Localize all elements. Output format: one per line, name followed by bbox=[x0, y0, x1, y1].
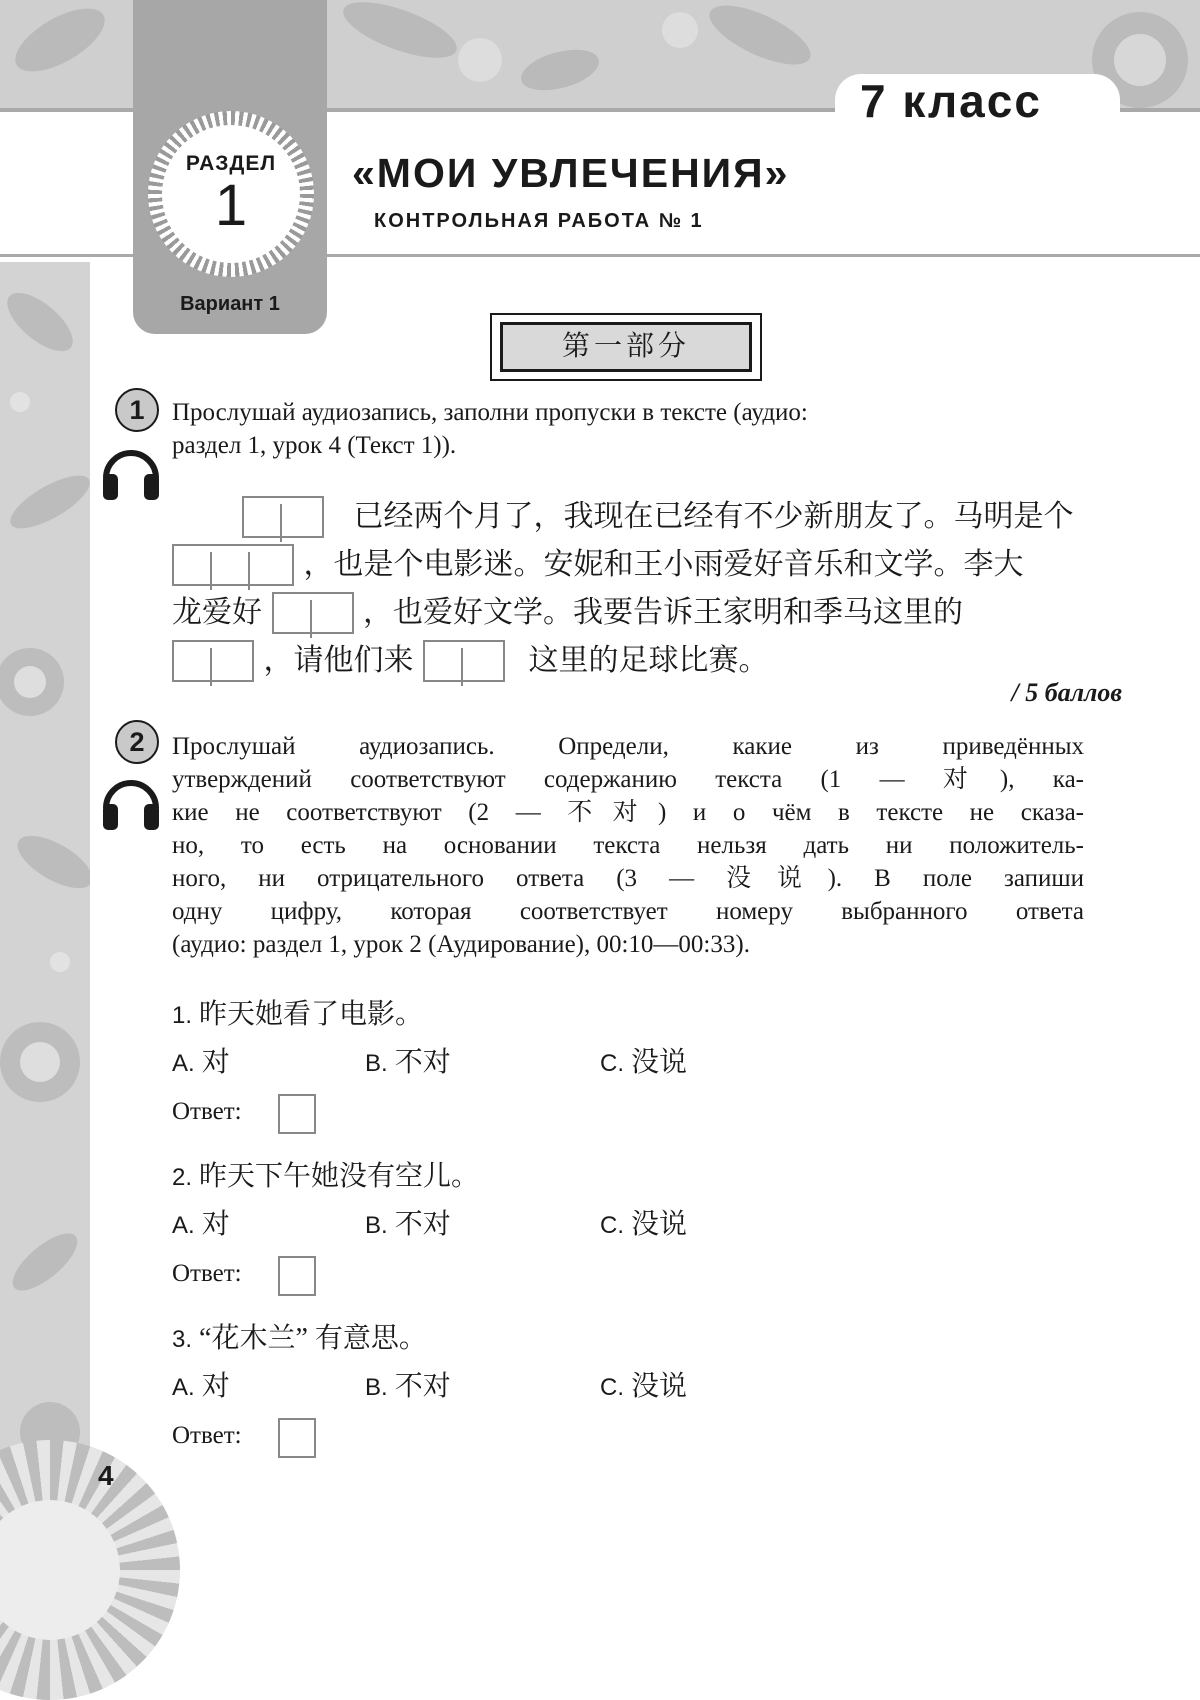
instruction-line: Прослушай аудиозапись. Определи, какие из приведённых bbox=[172, 733, 1084, 760]
task-1-text-line1 bbox=[240, 492, 1074, 538]
option-a[interactable] bbox=[172, 1202, 230, 1242]
answer-box-1[interactable] bbox=[278, 1094, 316, 1134]
task-2-instruction bbox=[172, 730, 1084, 961]
grade-label: 7 класс bbox=[860, 75, 1042, 127]
variant-label: Вариант 1 bbox=[180, 293, 280, 315]
answer-label: Ответ: bbox=[172, 1422, 242, 1449]
task-1-text-line4 bbox=[172, 636, 769, 682]
option-letter: C. bbox=[600, 1050, 624, 1077]
page-number: 4 bbox=[98, 1460, 114, 1491]
option-text: 不对 bbox=[394, 1209, 451, 1240]
question-1 bbox=[172, 992, 423, 1032]
option-text: 不对 bbox=[394, 1371, 451, 1402]
question-number: 3. bbox=[172, 1326, 193, 1353]
page-subtitle: КОНТРОЛЬНАЯ РАБОТА № 1 bbox=[374, 210, 704, 232]
task-2-number: 2 bbox=[115, 720, 159, 764]
page-title: «МОИ УВЛЕЧЕНИЯ» bbox=[352, 150, 790, 196]
option-letter: C. bbox=[600, 1374, 624, 1401]
section-label: РАЗДЕЛ bbox=[185, 152, 277, 175]
option-letter: A. bbox=[172, 1374, 195, 1401]
question-number: 1. bbox=[172, 1002, 193, 1029]
instruction-line: одну цифру, которая соответствует номеру выбранного ответа bbox=[172, 898, 1084, 925]
text-segment: ，也爱好文学。我要告诉王家明和季马这里的 bbox=[363, 596, 963, 630]
blank-4[interactable] bbox=[172, 640, 254, 682]
option-a[interactable] bbox=[172, 1040, 230, 1080]
answer-box-2[interactable] bbox=[278, 1256, 316, 1296]
instruction-line: кие не соответствуют (2 — 不对) и о чём в тексте не сказа- bbox=[172, 799, 1084, 826]
option-letter: A. bbox=[172, 1050, 195, 1077]
question-text: 昨天下午她没有空儿。 bbox=[199, 1161, 480, 1192]
instruction-line: (аудио: раздел 1, урок 2 (Аудирование), 00:10—00:33). bbox=[172, 931, 750, 958]
part-heading: 第一部分 bbox=[500, 322, 752, 372]
option-b[interactable] bbox=[365, 1040, 451, 1080]
task-1-text-line3 bbox=[172, 588, 963, 634]
text-segment: ，请他们来 bbox=[263, 644, 414, 678]
option-letter: B. bbox=[365, 1212, 388, 1239]
question-3 bbox=[172, 1316, 427, 1356]
task-1-text-line2 bbox=[172, 540, 1024, 586]
option-text: 没说 bbox=[631, 1047, 688, 1078]
option-text: 对 bbox=[201, 1209, 230, 1240]
option-text: 不对 bbox=[394, 1047, 451, 1078]
answer-label: Ответ: bbox=[172, 1260, 242, 1287]
task-1-instruction-line2: раздел 1, урок 4 (Текст 1)). bbox=[172, 432, 457, 459]
blank-3[interactable] bbox=[272, 592, 354, 634]
section-number: 1 bbox=[214, 173, 248, 238]
option-letter: C. bbox=[600, 1212, 624, 1239]
option-text: 没说 bbox=[631, 1371, 688, 1402]
text-segment: ，也是个电影迷。安妮和王小雨爱好音乐和文学。李大 bbox=[303, 548, 1024, 582]
option-a[interactable] bbox=[172, 1364, 230, 1404]
left-decorative-band bbox=[0, 262, 90, 1604]
blank-1[interactable] bbox=[242, 496, 324, 538]
text-segment: 这里的足球比赛。 bbox=[528, 644, 769, 678]
answer-label: Ответ: bbox=[172, 1098, 242, 1125]
text-segment: 龙爱好 bbox=[172, 596, 262, 630]
option-text: 对 bbox=[201, 1047, 230, 1078]
floral-pattern-left bbox=[0, 262, 90, 1604]
score-label: / 5 баллов bbox=[1011, 678, 1122, 707]
instruction-line: утверждений соответствуют содержанию текста (1 — 对), ка- bbox=[172, 766, 1084, 793]
question-text: “花木兰” 有意思。 bbox=[199, 1323, 427, 1354]
headphones-icon bbox=[100, 774, 162, 837]
option-c[interactable] bbox=[600, 1202, 687, 1242]
option-text: 没说 bbox=[631, 1209, 688, 1240]
text-segment: 已经两个月了，我现在已经有不少新朋友了。马明是个 bbox=[353, 500, 1074, 534]
option-c[interactable] bbox=[600, 1040, 687, 1080]
headphones-icon bbox=[100, 444, 162, 507]
instruction-line: но, то есть на основании текста нельзя дать ни положитель- bbox=[172, 832, 1084, 859]
option-text: 对 bbox=[201, 1371, 230, 1402]
option-b[interactable] bbox=[365, 1364, 451, 1404]
task-1-number: 1 bbox=[115, 388, 159, 432]
task-1-instruction-line1: Прослушай аудиозапись, заполни пропуски в тексте (аудио: bbox=[172, 399, 808, 426]
option-letter: B. bbox=[365, 1374, 388, 1401]
answer-box-3[interactable] bbox=[278, 1418, 316, 1458]
option-letter: B. bbox=[365, 1050, 388, 1077]
option-b[interactable] bbox=[365, 1202, 451, 1242]
question-2 bbox=[172, 1154, 479, 1194]
option-letter: A. bbox=[172, 1212, 195, 1239]
blank-2[interactable] bbox=[172, 544, 294, 586]
instruction-line: ного, ни отрицательного ответа (3 — 没说). В поле запиши bbox=[172, 865, 1084, 892]
question-text: 昨天她看了电影。 bbox=[199, 999, 424, 1030]
question-number: 2. bbox=[172, 1164, 193, 1191]
blank-5[interactable] bbox=[423, 640, 505, 682]
option-c[interactable] bbox=[600, 1364, 687, 1404]
